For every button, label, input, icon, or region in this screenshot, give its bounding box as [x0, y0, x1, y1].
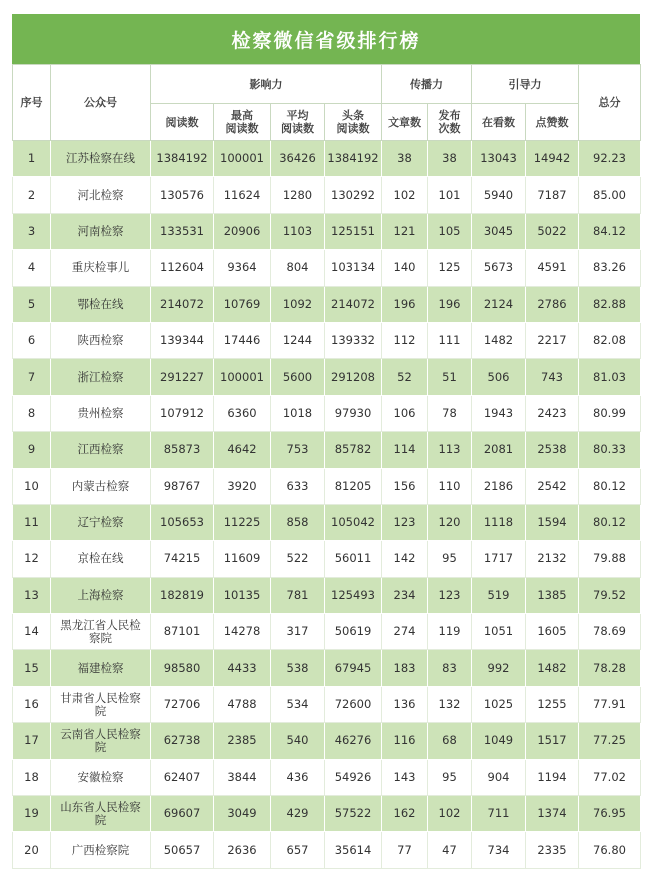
- header-headline-read: 头条 阅读数: [325, 104, 382, 141]
- cell-article-count: 196: [382, 286, 428, 322]
- cell-max-read: 100001: [214, 359, 271, 395]
- cell-rank: 14: [13, 614, 51, 650]
- cell-max-read: 3920: [214, 468, 271, 504]
- cell-rank: 8: [13, 395, 51, 431]
- cell-headline-read: 54926: [325, 759, 382, 795]
- cell-read-count: 50657: [151, 832, 214, 868]
- cell-read-count: 69607: [151, 796, 214, 832]
- cell-max-read: 4433: [214, 650, 271, 686]
- header-read-count: 阅读数: [151, 104, 214, 141]
- cell-article-count: 116: [382, 723, 428, 759]
- cell-like-count: 14942: [526, 141, 579, 177]
- cell-headline-read: 125493: [325, 577, 382, 613]
- cell-rank: 16: [13, 686, 51, 722]
- cell-read-count: 1384192: [151, 141, 214, 177]
- cell-watching-count: 1118: [472, 504, 526, 540]
- table-row: [13, 213, 641, 249]
- cell-watching-count: 992: [472, 650, 526, 686]
- cell-publish-count: 101: [428, 177, 472, 213]
- cell-read-count: 62407: [151, 759, 214, 795]
- cell-account-name: 浙江检察: [51, 359, 151, 395]
- cell-read-count: 291227: [151, 359, 214, 395]
- cell-account-name: 陕西检察: [51, 322, 151, 358]
- cell-article-count: 121: [382, 213, 428, 249]
- cell-publish-count: 95: [428, 541, 472, 577]
- cell-watching-count: 734: [472, 832, 526, 868]
- cell-account-name: 江苏检察在线: [51, 141, 151, 177]
- cell-total-score: 78.69: [579, 614, 641, 650]
- cell-max-read: 4788: [214, 686, 271, 722]
- cell-watching-count: 1025: [472, 686, 526, 722]
- cell-read-count: 98580: [151, 650, 214, 686]
- cell-total-score: 80.33: [579, 432, 641, 468]
- cell-like-count: 1374: [526, 796, 579, 832]
- cell-avg-read: 1092: [271, 286, 325, 322]
- cell-max-read: 3049: [214, 796, 271, 832]
- cell-rank: 19: [13, 796, 51, 832]
- cell-max-read: 2636: [214, 832, 271, 868]
- cell-headline-read: 67945: [325, 650, 382, 686]
- cell-article-count: 112: [382, 322, 428, 358]
- cell-account-name: 河南检察: [51, 213, 151, 249]
- table-row: [13, 177, 641, 213]
- cell-like-count: 1255: [526, 686, 579, 722]
- cell-rank: 13: [13, 577, 51, 613]
- cell-account-name: 贵州检察: [51, 395, 151, 431]
- cell-account-name: 鄂检在线: [51, 286, 151, 322]
- cell-like-count: 2335: [526, 832, 579, 868]
- cell-max-read: 3844: [214, 759, 271, 795]
- cell-max-read: 20906: [214, 213, 271, 249]
- cell-headline-read: 81205: [325, 468, 382, 504]
- cell-total-score: 84.12: [579, 213, 641, 249]
- cell-rank: 3: [13, 213, 51, 249]
- cell-account-name: 山东省人民检察院: [51, 796, 151, 832]
- cell-avg-read: 1103: [271, 213, 325, 249]
- cell-read-count: 72706: [151, 686, 214, 722]
- cell-publish-count: 196: [428, 286, 472, 322]
- cell-publish-count: 123: [428, 577, 472, 613]
- cell-rank: 2: [13, 177, 51, 213]
- cell-rank: 17: [13, 723, 51, 759]
- table-row: [13, 832, 641, 868]
- cell-max-read: 4642: [214, 432, 271, 468]
- cell-article-count: 102: [382, 177, 428, 213]
- table-row: [13, 796, 641, 832]
- cell-total-score: 85.00: [579, 177, 641, 213]
- table-row: [13, 395, 641, 431]
- cell-avg-read: 436: [271, 759, 325, 795]
- ranking-table: [12, 64, 641, 869]
- cell-headline-read: 103134: [325, 250, 382, 286]
- cell-article-count: 52: [382, 359, 428, 395]
- cell-headline-read: 214072: [325, 286, 382, 322]
- cell-like-count: 2423: [526, 395, 579, 431]
- cell-account-name: 辽宁检察: [51, 504, 151, 540]
- cell-read-count: 130576: [151, 177, 214, 213]
- cell-watching-count: 506: [472, 359, 526, 395]
- cell-article-count: 38: [382, 141, 428, 177]
- cell-like-count: 1517: [526, 723, 579, 759]
- cell-like-count: 5022: [526, 213, 579, 249]
- cell-article-count: 77: [382, 832, 428, 868]
- cell-max-read: 10769: [214, 286, 271, 322]
- cell-publish-count: 111: [428, 322, 472, 358]
- cell-avg-read: 534: [271, 686, 325, 722]
- header-max-read: 最高 阅读数: [214, 104, 271, 141]
- cell-rank: 6: [13, 322, 51, 358]
- table-body: [13, 141, 641, 869]
- cell-read-count: 112604: [151, 250, 214, 286]
- cell-max-read: 11609: [214, 541, 271, 577]
- header-watching-count: 在看数: [472, 104, 526, 141]
- cell-publish-count: 125: [428, 250, 472, 286]
- cell-rank: 4: [13, 250, 51, 286]
- header-publish-count: 发布 次数: [428, 104, 472, 141]
- table-row: [13, 577, 641, 613]
- cell-like-count: 1482: [526, 650, 579, 686]
- cell-headline-read: 291208: [325, 359, 382, 395]
- cell-publish-count: 68: [428, 723, 472, 759]
- cell-total-score: 78.28: [579, 650, 641, 686]
- table-row: [13, 432, 641, 468]
- cell-rank: 5: [13, 286, 51, 322]
- cell-total-score: 80.99: [579, 395, 641, 431]
- cell-total-score: 79.52: [579, 577, 641, 613]
- cell-total-score: 80.12: [579, 504, 641, 540]
- cell-article-count: 106: [382, 395, 428, 431]
- cell-publish-count: 95: [428, 759, 472, 795]
- cell-headline-read: 46276: [325, 723, 382, 759]
- table-row: [13, 686, 641, 722]
- cell-total-score: 77.02: [579, 759, 641, 795]
- ranking-panel: [12, 14, 640, 869]
- table-row: [13, 614, 641, 650]
- cell-read-count: 107912: [151, 395, 214, 431]
- cell-article-count: 183: [382, 650, 428, 686]
- cell-account-name: 甘肃省人民检察院: [51, 686, 151, 722]
- cell-avg-read: 633: [271, 468, 325, 504]
- cell-max-read: 10135: [214, 577, 271, 613]
- cell-avg-read: 36426: [271, 141, 325, 177]
- cell-avg-read: 522: [271, 541, 325, 577]
- table-row: [13, 141, 641, 177]
- cell-account-name: 广西检察院: [51, 832, 151, 868]
- cell-max-read: 9364: [214, 250, 271, 286]
- header-guide: 引导力: [472, 65, 579, 104]
- cell-rank: 11: [13, 504, 51, 540]
- cell-article-count: 156: [382, 468, 428, 504]
- cell-rank: 15: [13, 650, 51, 686]
- cell-headline-read: 97930: [325, 395, 382, 431]
- table-row: [13, 541, 641, 577]
- cell-read-count: 62738: [151, 723, 214, 759]
- cell-account-name: 重庆检事儿: [51, 250, 151, 286]
- cell-headline-read: 56011: [325, 541, 382, 577]
- cell-account-name: 福建检察: [51, 650, 151, 686]
- cell-max-read: 2385: [214, 723, 271, 759]
- table-row: [13, 359, 641, 395]
- cell-watching-count: 1049: [472, 723, 526, 759]
- cell-total-score: 80.12: [579, 468, 641, 504]
- table-row: [13, 650, 641, 686]
- cell-avg-read: 1280: [271, 177, 325, 213]
- cell-headline-read: 130292: [325, 177, 382, 213]
- table-header: [13, 65, 641, 141]
- cell-headline-read: 57522: [325, 796, 382, 832]
- header-like-count: 点赞数: [526, 104, 579, 141]
- cell-avg-read: 540: [271, 723, 325, 759]
- page-title: 检察微信省级排行榜: [12, 14, 640, 64]
- cell-total-score: 79.88: [579, 541, 641, 577]
- cell-account-name: 河北检察: [51, 177, 151, 213]
- cell-read-count: 139344: [151, 322, 214, 358]
- cell-like-count: 2538: [526, 432, 579, 468]
- cell-like-count: 2132: [526, 541, 579, 577]
- cell-like-count: 1385: [526, 577, 579, 613]
- cell-headline-read: 105042: [325, 504, 382, 540]
- cell-like-count: 4591: [526, 250, 579, 286]
- cell-rank: 18: [13, 759, 51, 795]
- cell-like-count: 2217: [526, 322, 579, 358]
- cell-avg-read: 1018: [271, 395, 325, 431]
- cell-watching-count: 13043: [472, 141, 526, 177]
- cell-account-name: 江西检察: [51, 432, 151, 468]
- cell-like-count: 1594: [526, 504, 579, 540]
- table-row: [13, 286, 641, 322]
- cell-read-count: 214072: [151, 286, 214, 322]
- cell-article-count: 142: [382, 541, 428, 577]
- cell-article-count: 114: [382, 432, 428, 468]
- cell-watching-count: 904: [472, 759, 526, 795]
- cell-read-count: 98767: [151, 468, 214, 504]
- cell-publish-count: 120: [428, 504, 472, 540]
- cell-publish-count: 78: [428, 395, 472, 431]
- cell-publish-count: 110: [428, 468, 472, 504]
- cell-max-read: 6360: [214, 395, 271, 431]
- header-spread: 传播力: [382, 65, 472, 104]
- cell-avg-read: 538: [271, 650, 325, 686]
- cell-like-count: 2542: [526, 468, 579, 504]
- cell-avg-read: 657: [271, 832, 325, 868]
- cell-watching-count: 1482: [472, 322, 526, 358]
- cell-headline-read: 72600: [325, 686, 382, 722]
- cell-total-score: 92.23: [579, 141, 641, 177]
- table-row: [13, 504, 641, 540]
- cell-like-count: 7187: [526, 177, 579, 213]
- cell-account-name: 上海检察: [51, 577, 151, 613]
- cell-avg-read: 429: [271, 796, 325, 832]
- cell-watching-count: 5673: [472, 250, 526, 286]
- cell-article-count: 274: [382, 614, 428, 650]
- cell-watching-count: 3045: [472, 213, 526, 249]
- cell-watching-count: 2186: [472, 468, 526, 504]
- cell-avg-read: 5600: [271, 359, 325, 395]
- cell-article-count: 136: [382, 686, 428, 722]
- cell-total-score: 82.88: [579, 286, 641, 322]
- cell-publish-count: 51: [428, 359, 472, 395]
- cell-publish-count: 119: [428, 614, 472, 650]
- cell-publish-count: 105: [428, 213, 472, 249]
- cell-account-name: 京检在线: [51, 541, 151, 577]
- cell-publish-count: 83: [428, 650, 472, 686]
- cell-watching-count: 2124: [472, 286, 526, 322]
- header-rank: 序号: [13, 65, 51, 141]
- cell-rank: 1: [13, 141, 51, 177]
- cell-publish-count: 47: [428, 832, 472, 868]
- table-row: [13, 723, 641, 759]
- cell-watching-count: 2081: [472, 432, 526, 468]
- cell-account-name: 内蒙古检察: [51, 468, 151, 504]
- cell-headline-read: 1384192: [325, 141, 382, 177]
- cell-avg-read: 858: [271, 504, 325, 540]
- cell-publish-count: 38: [428, 141, 472, 177]
- cell-watching-count: 5940: [472, 177, 526, 213]
- cell-max-read: 11225: [214, 504, 271, 540]
- cell-article-count: 143: [382, 759, 428, 795]
- cell-avg-read: 317: [271, 614, 325, 650]
- cell-total-score: 76.80: [579, 832, 641, 868]
- cell-rank: 12: [13, 541, 51, 577]
- header-avg-read: 平均 阅读数: [271, 104, 325, 141]
- cell-article-count: 234: [382, 577, 428, 613]
- cell-publish-count: 102: [428, 796, 472, 832]
- cell-total-score: 82.08: [579, 322, 641, 358]
- cell-total-score: 76.95: [579, 796, 641, 832]
- cell-max-read: 11624: [214, 177, 271, 213]
- cell-rank: 10: [13, 468, 51, 504]
- table-row: [13, 250, 641, 286]
- cell-avg-read: 781: [271, 577, 325, 613]
- cell-watching-count: 1717: [472, 541, 526, 577]
- cell-watching-count: 1943: [472, 395, 526, 431]
- header-total: 总分: [579, 65, 641, 141]
- cell-article-count: 123: [382, 504, 428, 540]
- cell-headline-read: 35614: [325, 832, 382, 868]
- cell-article-count: 140: [382, 250, 428, 286]
- cell-read-count: 74215: [151, 541, 214, 577]
- header-influence: 影响力: [151, 65, 382, 104]
- cell-headline-read: 50619: [325, 614, 382, 650]
- cell-publish-count: 132: [428, 686, 472, 722]
- cell-watching-count: 711: [472, 796, 526, 832]
- cell-publish-count: 113: [428, 432, 472, 468]
- cell-avg-read: 804: [271, 250, 325, 286]
- cell-avg-read: 1244: [271, 322, 325, 358]
- cell-like-count: 743: [526, 359, 579, 395]
- cell-max-read: 14278: [214, 614, 271, 650]
- cell-read-count: 85873: [151, 432, 214, 468]
- cell-like-count: 1194: [526, 759, 579, 795]
- cell-account-name: 黑龙江省人民检察院: [51, 614, 151, 650]
- cell-account-name: 安徽检察: [51, 759, 151, 795]
- cell-total-score: 81.03: [579, 359, 641, 395]
- cell-read-count: 182819: [151, 577, 214, 613]
- cell-watching-count: 519: [472, 577, 526, 613]
- cell-max-read: 17446: [214, 322, 271, 358]
- cell-headline-read: 139332: [325, 322, 382, 358]
- cell-like-count: 1605: [526, 614, 579, 650]
- header-account: 公众号: [51, 65, 151, 141]
- cell-read-count: 87101: [151, 614, 214, 650]
- cell-read-count: 105653: [151, 504, 214, 540]
- cell-rank: 9: [13, 432, 51, 468]
- table-row: [13, 759, 641, 795]
- header-article-count: 文章数: [382, 104, 428, 141]
- cell-rank: 7: [13, 359, 51, 395]
- cell-avg-read: 753: [271, 432, 325, 468]
- table-row: [13, 468, 641, 504]
- cell-max-read: 100001: [214, 141, 271, 177]
- table-row: [13, 322, 641, 358]
- cell-headline-read: 125151: [325, 213, 382, 249]
- cell-total-score: 77.91: [579, 686, 641, 722]
- cell-account-name: 云南省人民检察院: [51, 723, 151, 759]
- cell-rank: 20: [13, 832, 51, 868]
- cell-watching-count: 1051: [472, 614, 526, 650]
- cell-like-count: 2786: [526, 286, 579, 322]
- cell-total-score: 83.26: [579, 250, 641, 286]
- cell-article-count: 162: [382, 796, 428, 832]
- cell-read-count: 133531: [151, 213, 214, 249]
- cell-headline-read: 85782: [325, 432, 382, 468]
- cell-total-score: 77.25: [579, 723, 641, 759]
